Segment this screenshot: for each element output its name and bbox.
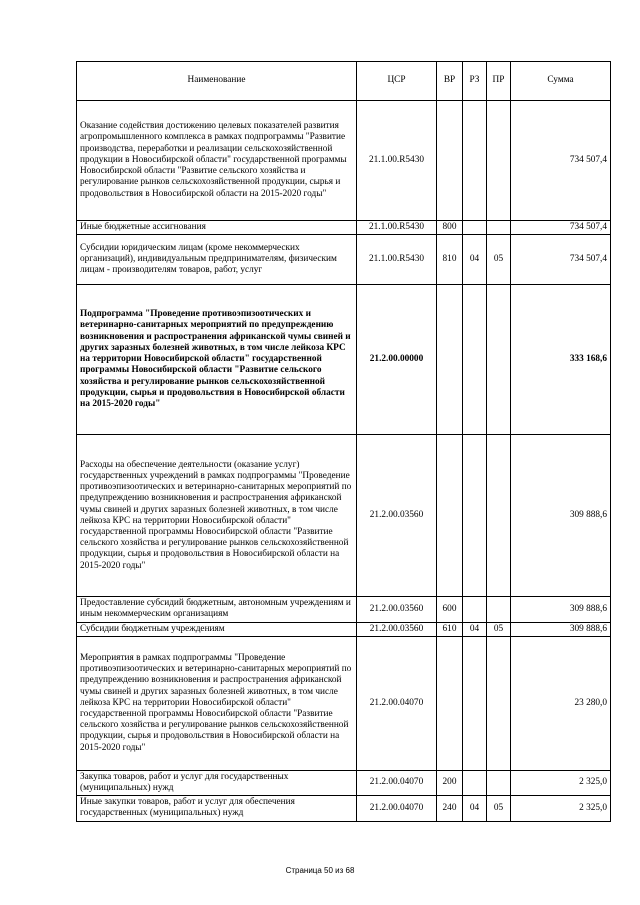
row-name: Иные бюджетные ассигнования	[77, 221, 357, 235]
row-csr: 21.2.00.04070	[357, 770, 437, 795]
row-name: Мероприятия в рамках подпрограммы "Проведение противоэпизоотических и ветеринарно-санитарных мероприятий по предупреждению возникновения и распространения африканской чумы свиней и других заразных болезней животных, в том числе лейкоза КРС на территории Новосибирской области" государственной программы Новосибирской области "Развитие сельского хозяйства и регулирование рынков сельскохозяйственной продукции, сырья и продовольствия в Новосибирской области на 2015-2020 годы"	[77, 636, 357, 770]
table-row	[77, 597, 611, 622]
row-sum: 309 888,6	[511, 622, 611, 636]
row-sum: 309 888,6	[511, 435, 611, 597]
row-sum: 2 325,0	[511, 796, 611, 821]
row-vr	[437, 435, 463, 597]
header-pr: ПР	[487, 62, 511, 101]
table-row	[77, 101, 611, 221]
header-name: Наименование	[77, 62, 357, 101]
row-rz	[463, 636, 487, 770]
row-name: Оказание содействия достижению целевых показателей развития агропромышленного комплекса в рамках подпрограммы "Развитие производства, переработки и реализации сельскохозяйственной продукции в Новосибирской области" государственной программы Новосибирской области "Развитие сельского хозяйства и регулирование рынков сельскохозяйственной продукции, сырья и продовольствия в Новосибирской области на 2015-2020 годы"	[77, 101, 357, 221]
row-rz	[463, 597, 487, 622]
row-name: Подпрограмма "Проведение противоэпизоотических и ветеринарно-санитарных мероприятий по предупреждению возникновения и распространения африканской чумы свиней и других заразных болезней животных, в том числе лейкоза КРС на территории Новосибирской области" государственной программы Новосибирской области "Развитие сельского хозяйства и регулирование рынков сельскохозяйственной продукции, сырья и продовольствия в Новосибирской области на 2015-2020 годы"	[77, 285, 357, 435]
row-vr: 610	[437, 622, 463, 636]
row-sum: 734 507,4	[511, 235, 611, 285]
table-row	[77, 221, 611, 235]
row-sum: 23 280,0	[511, 636, 611, 770]
budget-table	[76, 61, 611, 822]
row-name: Субсидии бюджетным учреждениям	[77, 622, 357, 636]
table-row	[77, 285, 611, 435]
header-csr: ЦСР	[357, 62, 437, 101]
row-vr: 240	[437, 796, 463, 821]
row-csr: 21.2.00.03560	[357, 597, 437, 622]
row-sum: 734 507,4	[511, 221, 611, 235]
table-row	[77, 235, 611, 285]
header-sum: Сумма	[511, 62, 611, 101]
row-csr: 21.2.00.03560	[357, 622, 437, 636]
row-pr	[487, 285, 511, 435]
row-pr	[487, 221, 511, 235]
header-rz: РЗ	[463, 62, 487, 101]
row-vr: 810	[437, 235, 463, 285]
row-vr: 800	[437, 221, 463, 235]
table-row	[77, 622, 611, 636]
row-vr: 600	[437, 597, 463, 622]
row-rz	[463, 770, 487, 795]
row-sum: 333 168,6	[511, 285, 611, 435]
header-vr: ВР	[437, 62, 463, 101]
row-csr: 21.2.00.00000	[357, 285, 437, 435]
row-rz: 04	[463, 622, 487, 636]
row-csr: 21.1.00.R5430	[357, 221, 437, 235]
row-pr	[487, 636, 511, 770]
table-header-row	[77, 62, 611, 101]
table-row	[77, 770, 611, 795]
row-pr	[487, 101, 511, 221]
row-pr: 05	[487, 796, 511, 821]
page-number: Страница 50 из 68	[285, 866, 355, 875]
row-pr: 05	[487, 622, 511, 636]
row-rz	[463, 285, 487, 435]
row-pr	[487, 770, 511, 795]
table-row	[77, 796, 611, 821]
row-pr: 05	[487, 235, 511, 285]
row-rz	[463, 101, 487, 221]
row-vr	[437, 285, 463, 435]
row-csr: 21.2.00.03560	[357, 435, 437, 597]
row-sum: 734 507,4	[511, 101, 611, 221]
row-pr	[487, 597, 511, 622]
row-name: Предоставление субсидий бюджетным, автономным учреждениям и иным некоммерческим организациям	[77, 597, 357, 622]
row-name: Расходы на обеспечение деятельности (оказание услуг) государственных учреждений в рамках подпрограммы "Проведение противоэпизоотических и ветеринарно-санитарных мероприятий по предупреждению возникновения и распространения африканской чумы свиней и других заразных болезней животных, в том числе лейкоза КРС на территории Новосибирской области" государственной программы Новосибирской области "Развитие сельского хозяйства и регулирование рынков сельскохозяйственной продукции, сырья и продовольствия в Новосибирской области на 2015-2020 годы"	[77, 435, 357, 597]
row-vr	[437, 636, 463, 770]
row-csr: 21.1.00.R5430	[357, 101, 437, 221]
row-rz	[463, 221, 487, 235]
row-rz	[463, 435, 487, 597]
row-rz: 04	[463, 796, 487, 821]
row-csr: 21.2.00.04070	[357, 636, 437, 770]
row-vr: 200	[437, 770, 463, 795]
row-csr: 21.1.00.R5430	[357, 235, 437, 285]
row-rz: 04	[463, 235, 487, 285]
table-row	[77, 636, 611, 770]
row-name: Субсидии юридическим лицам (кроме некоммерческих организаций), индивидуальным предпринимателям, физическим лицам - производителям товаров, работ, услуг	[77, 235, 357, 285]
row-pr	[487, 435, 511, 597]
row-sum: 2 325,0	[511, 770, 611, 795]
table-row	[77, 435, 611, 597]
row-sum: 309 888,6	[511, 597, 611, 622]
row-vr	[437, 101, 463, 221]
row-name: Иные закупки товаров, работ и услуг для обеспечения государственных (муниципальных) нужд	[77, 796, 357, 821]
row-name: Закупка товаров, работ и услуг для государственных (муниципальных) нужд	[77, 770, 357, 795]
row-csr: 21.2.00.04070	[357, 796, 437, 821]
